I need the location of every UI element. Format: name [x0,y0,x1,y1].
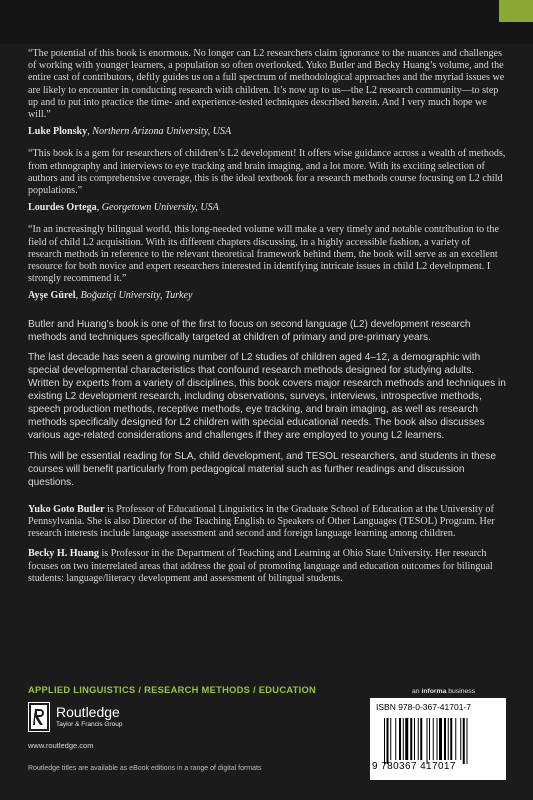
barcode-bar [429,718,430,760]
barcode-bar [427,718,428,764]
barcode-bar [420,718,422,760]
endorser-name: Ayşe Gürel [28,290,76,302]
barcode-bar [455,718,456,760]
back-cover-text [28,48,506,593]
endorsement-quote: “This book is a gem for researchers of children’s L2 development! It offers wise guidance across a wealth of methods, from ethnography and interviews to eye tracking and brain imaging, and a lot more. With its exciting selection of authors and its comprehensive coverage, this is the ideal textbook for a research methods course focusing on L2 child populations.” [28,148,506,197]
barcode-bar [448,718,449,760]
endorsement-3 [28,224,506,302]
barcode-bar [418,718,419,760]
author-bio [28,548,506,585]
barcode-bar [450,718,452,760]
endorsement-attribution: Ayşe Gürel, Boğaziçi University, Turkey [28,290,193,302]
publisher-logo [28,702,168,736]
endorsement-attribution: Luke Plonsky, Northern Arizona University, USA [28,126,232,138]
author-bio-text: is Professor in the Department of Teaching and Learning at Ohio State University. Her research focuses on two interrelated areas that address the goal of promoting language and education outcomes for bilingual students: language/literacy development and assessment of bilingual students. [28,548,493,585]
endorser-affiliation: Boğaziçi University, Turkey [80,290,193,302]
barcode-graphic [382,715,502,767]
barcode-bar [439,718,442,760]
informa-business-line [412,688,475,695]
barcode-bar [405,718,408,760]
barcode-bar [395,718,396,760]
barcode-bar [410,718,412,760]
top-dark-band [0,0,533,44]
ebook-note: Routledge titles are available as eBook editions in a range of digital formats [28,765,262,772]
spine-accent-bar [499,0,533,22]
author-name: Yuko Goto Butler [28,503,105,515]
informa-word: informa [421,688,447,695]
endorsement-2 [28,148,506,214]
endorser-affiliation: Northern Arizona University, USA [92,126,232,138]
endorsement-attribution: Lourdes Ortega, Georgetown University, USA [28,202,219,214]
barcode-bar [399,718,401,760]
description-paragraph: The last decade has seen a growing number of L2 studies of children aged 4–12, a demographic with special developmental characteristics that confound research methods designed for studying adults. Written by experts from a variety of disciplines, this book covers major research methods and techniques in existing L2 development research, including observations, surveys, interviews, introspective methods, speech production methods, receptive methods, eye tracking, and brain imaging, as well as research methods specifically designed for L2 children with special educational needs. The book also discusses various age-related considerations and challenges if they are employed to young L2 learners. [28,352,506,441]
description-paragraph: Butler and Huang’s book is one of the first to focus on second language (L2) development research methods and techniques specifically targeted at children of primary and pre-primary years. [28,318,471,343]
barcode-bar [460,718,461,760]
routledge-logo-icon [28,702,50,732]
barcode-panel [370,698,506,780]
subject-category: APPLIED LINGUISTICS / RESEARCH METHODS / EDUCATION [28,685,317,695]
barcode-bar [467,718,468,764]
barcode-bar [387,718,389,764]
endorser-name: Luke Plonsky [28,126,88,138]
publisher-name: Routledge [56,704,120,720]
barcode-bar [403,718,404,760]
description-paragraph: This will be essential reading for SLA, child development, and TESOL researchers, and students in these courses will benefit particularly from pedagogical material such as further readings and discussion questions. [28,450,496,488]
author-bio [28,504,506,541]
informa-suffix: business [446,688,476,695]
isbn-label: ISBN 978-0-367-41701-7 [376,702,471,712]
barcode-bar [437,718,438,760]
endorsement-quote: “In an increasingly bilingual world, this long-needed volume will make a very timely and notable contribution to the field of child L2 acquisition. With its different chapters discussing, in a highly accessible fashion, a variety of research methods in reference to the relevant theoretical framework behind them, the book will serve as an excellent resource for both novice and expert researchers interested in identifying intricate issues in child L2 development. I strongly recommend it.” [28,224,499,285]
informa-prefix: an [412,688,422,695]
publisher-website: www.routledge.com [28,741,94,750]
barcode-bar [463,718,465,764]
barcode-bar [433,718,434,760]
barcode-digits: 9 780367 417017 [372,761,456,772]
endorsement-1 [28,48,506,138]
endorser-name: Lourdes Ortega [28,202,97,214]
barcode-bar [384,718,385,764]
barcode-bar [414,718,415,760]
endorsement-quote: “The potential of this book is enormous. No longer can L2 researchers claim ignorance to the nuances and challenges of working with younger learners, a population so often overlooked. Yuko Butler and Becky Huang’s volume, and the entire cast of contributors, deftly guides us on a full spectrum of methodological approaches and the myriad issues we are likely to encounter in conducting research with children. It’s now up to us—the L2 research community—to step up and to put into practice the time- and experience-tested techniques described herein. And I very much hope we will.” [28,48,505,121]
author-bio-text: is Professor of Educational Linguistics in the Graduate School of Education at the University of Pennsylvania. She is also Director of the Teaching English to Speakers of Other Languages (TESOL) Program. Her research interests include language assessment and second and foreign language learning among children. [28,503,495,540]
barcode-bar [444,718,446,760]
publisher-group: Taylor & Francis Group [56,721,123,728]
author-name: Becky H. Huang [28,548,99,560]
endorser-affiliation: Georgetown University, USA [101,202,219,214]
barcode-bar [390,718,391,760]
